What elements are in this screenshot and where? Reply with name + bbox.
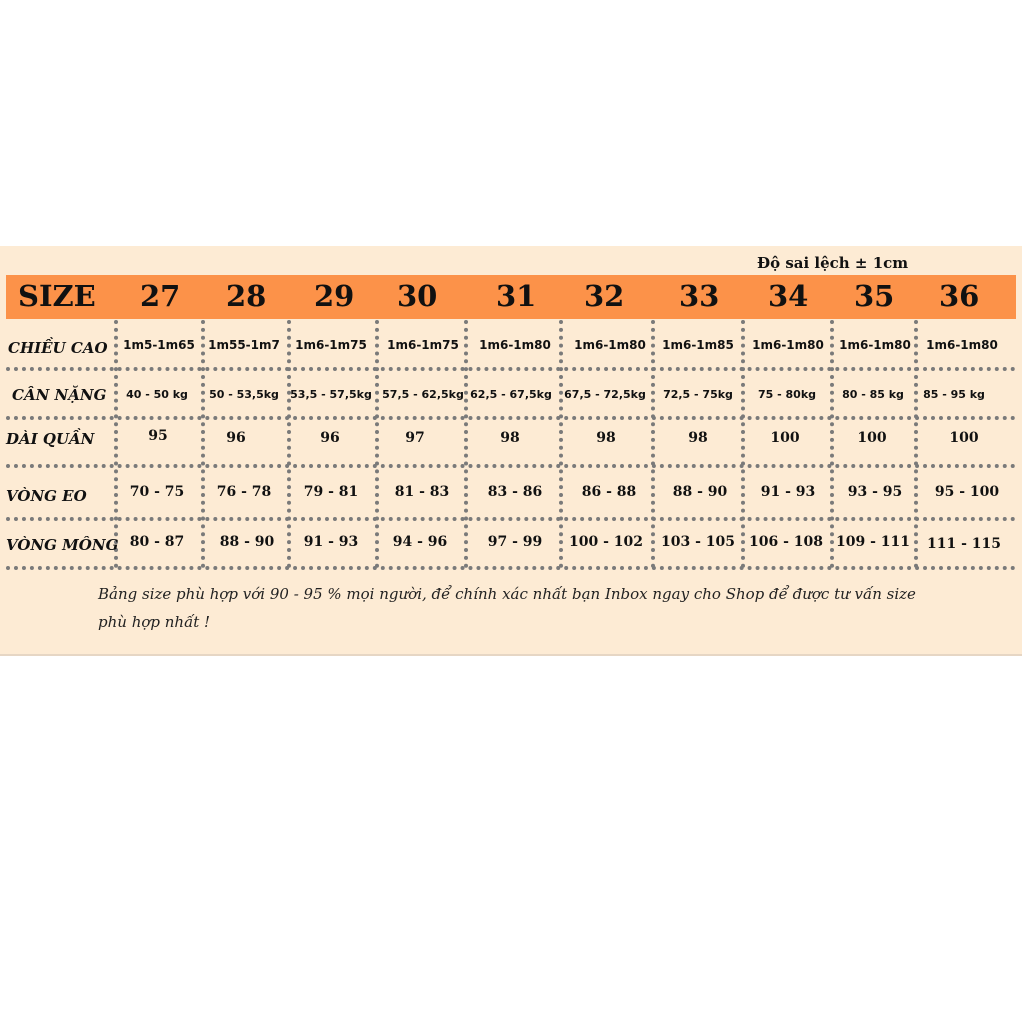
table-cell: 93 - 95: [847, 484, 903, 500]
table-cell: 100 - 102: [568, 534, 643, 550]
row-divider: [6, 367, 1016, 371]
size-header-label: SIZE: [18, 279, 96, 313]
table-cell: 80 - 87: [129, 534, 185, 550]
table-cell: 94 - 96: [392, 534, 448, 550]
table-cell: 109 - 111: [835, 534, 910, 550]
table-cell: 81 - 83: [394, 484, 450, 500]
size-30: 30: [397, 279, 438, 313]
row-divider: [6, 566, 1016, 570]
table-cell: 86 - 88: [581, 484, 637, 500]
table-cell: 96: [226, 430, 246, 446]
table-cell: 40 - 50 kg: [126, 388, 188, 401]
table-cell: 1m6-1m80: [752, 338, 824, 352]
row-label-hip: VÒNG MÔNG: [6, 536, 119, 554]
column-divider: [114, 320, 118, 568]
row-divider: [6, 464, 1016, 468]
row-label-waist: VÒNG EO: [6, 487, 87, 505]
table-cell: 50 - 53,5kg: [209, 388, 279, 401]
row-divider: [6, 416, 1016, 420]
table-cell: 70 - 75: [129, 484, 185, 500]
table-cell: 1m6-1m80: [926, 338, 998, 352]
size-36: 36: [939, 279, 980, 313]
size-28: 28: [226, 279, 267, 313]
table-cell: 98: [596, 430, 616, 446]
table-cell: 91 - 93: [760, 484, 816, 500]
table-cell: 67,5 - 72,5kg: [564, 388, 646, 401]
table-cell: 98: [500, 430, 520, 446]
table-cell: 1m6-1m80: [839, 338, 911, 352]
row-label-length: DÀI QUẦN: [6, 430, 95, 448]
row-label-weight: CÂN NẶNG: [12, 386, 107, 404]
table-cell: 1m6-1m75: [295, 338, 367, 352]
table-cell: 88 - 90: [672, 484, 728, 500]
table-cell: 72,5 - 75kg: [663, 388, 733, 401]
table-cell: 80 - 85 kg: [842, 388, 904, 401]
table-cell: 100: [949, 430, 979, 446]
table-cell: 83 - 86: [487, 484, 543, 500]
table-cell: 97: [405, 430, 425, 446]
table-cell: 62,5 - 67,5kg: [470, 388, 552, 401]
table-cell: 103 - 105: [660, 534, 735, 550]
table-cell: 95 - 100: [934, 484, 1000, 500]
table-cell: 100: [770, 430, 800, 446]
table-cell: 1m6-1m80: [574, 338, 646, 352]
table-cell: 91 - 93: [303, 534, 359, 550]
table-cell: 57,5 - 62,5kg: [382, 388, 464, 401]
size-chart-panel: [0, 246, 1022, 656]
table-cell: 1m6-1m80: [479, 338, 551, 352]
table-cell: 1m55-1m7: [208, 338, 280, 352]
size-27: 27: [140, 279, 181, 313]
table-cell: 85 - 95 kg: [923, 388, 985, 401]
table-cell: 76 - 78: [216, 484, 272, 500]
size-29: 29: [314, 279, 355, 313]
table-cell: 97 - 99: [487, 534, 543, 550]
size-35: 35: [854, 279, 895, 313]
table-cell: 96: [320, 430, 340, 446]
table-cell: 1m6-1m85: [662, 338, 734, 352]
table-cell: 88 - 90: [219, 534, 275, 550]
tolerance-note: Độ sai lệch ± 1cm: [757, 254, 909, 272]
row-label-height: CHIỀU CAO: [8, 339, 108, 357]
size-33: 33: [679, 279, 720, 313]
table-cell: 75 - 80kg: [757, 388, 817, 401]
table-cell: 106 - 108: [748, 534, 823, 550]
table-cell: 1m6-1m75: [387, 338, 459, 352]
table-cell: 95: [148, 428, 168, 444]
table-cell: 53,5 - 57,5kg: [290, 388, 372, 401]
row-divider: [6, 517, 1016, 521]
size-32: 32: [584, 279, 625, 313]
table-cell: 79 - 81: [303, 484, 359, 500]
table-cell: 100: [857, 430, 887, 446]
size-34: 34: [768, 279, 809, 313]
table-cell: 98: [688, 430, 708, 446]
size-31: 31: [496, 279, 537, 313]
size-header-bar: [6, 275, 1016, 319]
table-cell: 1m5-1m65: [123, 338, 195, 352]
fit-note: Bảng size phù hợp với 90 - 95 % mọi người, để chính xác nhất bạn Inbox ngay cho Shop để được tư vấn size phù hợp nhất !: [98, 585, 916, 631]
table-cell: 111 - 115: [926, 536, 1001, 552]
